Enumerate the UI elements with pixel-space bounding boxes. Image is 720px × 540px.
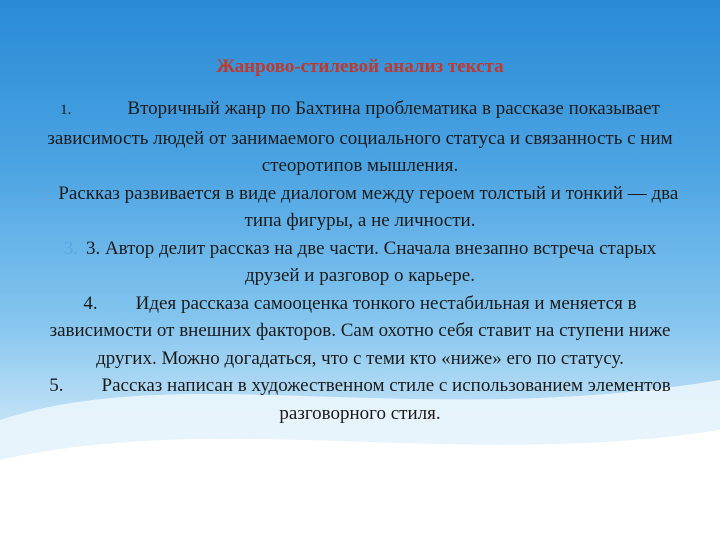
list-marker-4: 4. — [83, 292, 98, 314]
list-text-4: Идея рассказа самооценка тонкого нестабильная и меняется в зависимости от внешних факторов. Сам охотно себя ставит на ступени ниже других. Можно догадаться, что с теми кто «ниже» его по статусу. — [49, 292, 671, 369]
list-bullet-icon: • — [41, 182, 49, 204]
list-item-5 — [40, 372, 680, 427]
list-marker-5: 5. — [49, 375, 64, 396]
list-marker-3: 3. — [63, 237, 78, 259]
list-item-2 — [40, 180, 680, 235]
list-item-1 — [40, 95, 680, 180]
list-text-2: Раскказ развивается в виде диалогом между героем толстый и тонкий — два типа фигуры, а не личности. — [58, 182, 679, 231]
slide-title: Жанрово-стилевой анализ текста — [216, 56, 504, 77]
list-marker-1: 1. — [60, 102, 72, 118]
list-item-4 — [40, 290, 680, 373]
list-text-5: Рассказ написан в художественном стиле с использованием элементов разговорного стиля. — [101, 375, 671, 424]
list-item-3 — [40, 235, 680, 290]
list-text-3: 3. Автор делит рассказ на две части. Сначала внезапно встреча старых друзей и разговор о карьере. — [85, 237, 657, 286]
list-text-1: Вторичный жанр по Бахтина проблематика в рассказе показывает зависимость людей от занимаемого социального статуса и связанность с ним стеоротипов мышления. — [47, 98, 673, 176]
slide-body — [40, 95, 680, 427]
